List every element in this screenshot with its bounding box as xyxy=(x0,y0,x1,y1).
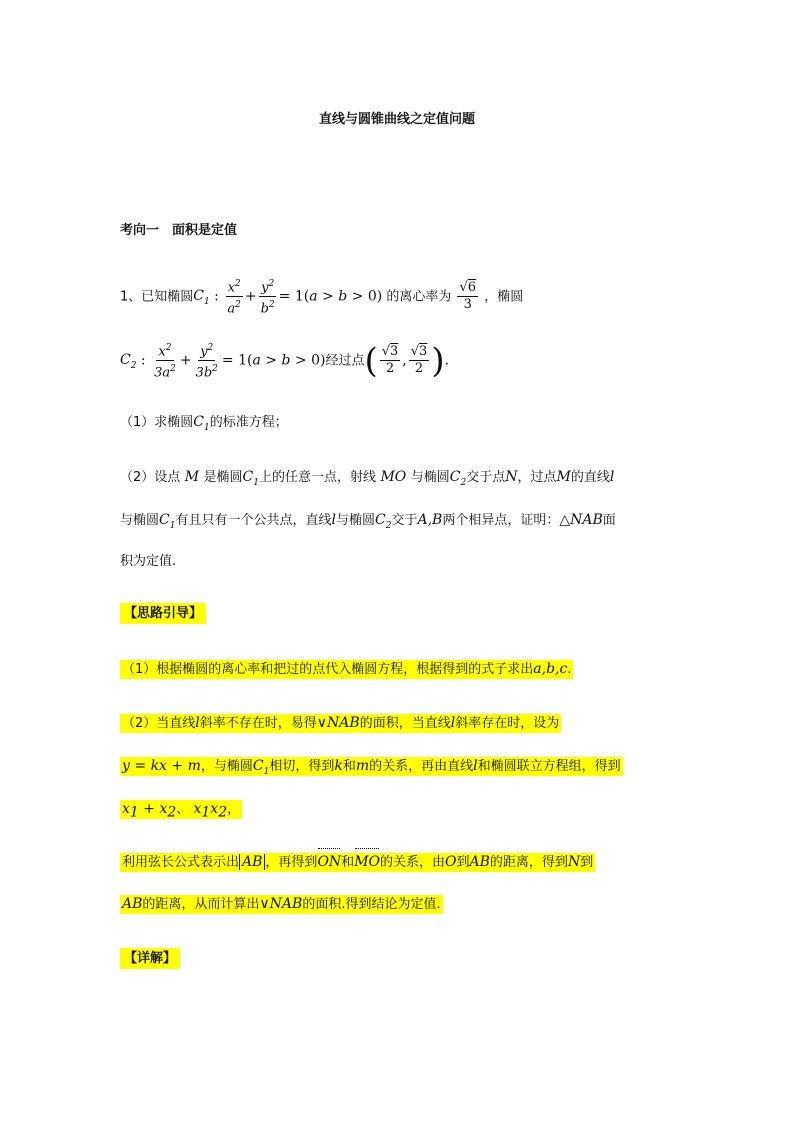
hint-line-6: AB的距离，从而计算出∨NAB的面积.得到结论为定值. xyxy=(122,896,441,912)
text: 经过点 xyxy=(325,353,365,369)
fraction: $\frac{y^2}{3b^2}$ xyxy=(194,340,220,382)
problem-line-2: $C_2$ : $\frac{x^2}{3a^2}$ + $\frac{y^2}{3b^2}$ = 1(a > b > 0)经过点( $\frac{√3}{2}$ , $\frac{√3}{2}$ ). xyxy=(120,340,450,381)
text: 与椭圆 xyxy=(410,470,450,485)
text: 的标准方程； xyxy=(209,415,288,430)
text: （1）求椭圆 xyxy=(120,415,194,430)
text: （2）当直线 xyxy=(122,716,196,731)
text: （1）根据椭圆的离心率和把过的点代入椭圆方程，根据得到的式子求出 xyxy=(122,662,534,677)
text: 是椭圆 xyxy=(203,470,243,485)
section-heading: 考向一 面积是定值 xyxy=(120,223,238,238)
hint-line-1: （1）根据椭圆的离心率和把过的点代入椭圆方程，根据得到的式子求出a,b,c. xyxy=(122,661,572,677)
text: 上的任意一点，射线 xyxy=(259,470,377,485)
fraction: $\frac{x^2}{3a^2}$ xyxy=(152,340,178,382)
text: 的关系，由 xyxy=(380,855,446,870)
text: ，与椭圆 xyxy=(200,759,253,774)
question-2-line-1: （2）设点 M 是椭圆$C_1$上的任意一点，射线 MO 与椭圆$C_2$交于点N，过点M的直线l xyxy=(120,469,615,488)
text: 的面积.得到结论为定值. xyxy=(302,897,441,912)
fraction: $\frac{y^2}{b^2}$ xyxy=(259,276,277,318)
text: ，再得到 xyxy=(265,855,318,870)
text: 与椭圆 xyxy=(335,513,375,528)
page-title: 直线与圆锥曲线之定值问题 xyxy=(318,112,475,127)
text: 的关系，再由直线 xyxy=(369,759,474,774)
fraction: $\frac{x^2}{a^2}$ xyxy=(225,276,243,318)
text: 面 xyxy=(602,513,616,528)
hint-tag: 【思路引导】 xyxy=(120,603,206,624)
text: 斜率不存在时，易得 xyxy=(199,716,317,731)
text: 斜率存在时，设为 xyxy=(455,716,560,731)
text: 交于点 xyxy=(466,470,506,485)
text: 的直线 xyxy=(570,470,610,485)
hint-line-3: y = kx + m，与椭圆$C_1$相切，得到k和m的关系，再由直线l和椭圆联立方程组，得到 xyxy=(122,758,621,777)
text: 到 xyxy=(456,855,470,870)
text: 利用弦长公式表示出 xyxy=(122,855,240,870)
detail-heading xyxy=(120,948,180,970)
question-2-line-3: 积为定值. xyxy=(120,554,177,569)
hint-heading xyxy=(120,603,206,625)
math: $C_1$ xyxy=(193,288,210,308)
question-1: （1）求椭圆$C_1$的标准方程； xyxy=(120,414,288,433)
text: . xyxy=(567,662,572,677)
problem-line-1: 1、已知椭圆$C_1$ : $\frac{x^2}{a^2}$ + $\frac{y^2}{b^2}$ = 1(a > b > 0) 的离心率为 $\frac{√6}{3}$ ，椭圆 xyxy=(120,276,523,318)
hint-line-4: $x_1 + x_2$、 $x_1x_2$， xyxy=(122,801,241,821)
text: 和 xyxy=(341,855,355,870)
text: 的面积，当直线 xyxy=(359,716,451,731)
text: 两个相异点，证明： xyxy=(442,513,560,528)
text: ，过点 xyxy=(517,470,557,485)
text: 的离心率为 xyxy=(386,289,452,305)
detail-tag: 【详解】 xyxy=(120,948,180,969)
text: 和椭圆联立方程组，得到 xyxy=(477,759,621,774)
text: 的距离，得到 xyxy=(489,855,568,870)
text: 到 xyxy=(580,855,594,870)
text: ， xyxy=(227,802,241,817)
text: 相切，得到 xyxy=(269,759,335,774)
text: ，椭圆 xyxy=(484,289,524,305)
text: 交于 xyxy=(391,513,418,528)
text: 、 xyxy=(176,802,190,817)
fraction: $\frac{√6}{3}$ xyxy=(459,280,477,313)
hint-line-2: （2）当直线l斜率不存在时，易得∨NAB的面积，当直线l斜率存在时，设为 xyxy=(122,715,560,731)
text: 有且只有一个公共点，直线 xyxy=(175,513,332,528)
question-2-line-2: 与椭圆$C_1$有且只有一个公共点，直线l与椭圆$C_2$交于A,B两个相异点，证明：△NAB面 xyxy=(120,512,616,531)
text: （2）设点 xyxy=(120,470,181,485)
text: 的距离，从而计算出 xyxy=(142,897,260,912)
text: 和 xyxy=(342,759,356,774)
text: 1、已知椭圆 xyxy=(120,289,194,305)
hint-line-5: 利用弦长公式表示出 AB ，再得到ON和MO的关系，由O到AB的距离，得到N到 xyxy=(120,851,595,874)
text: 与椭圆 xyxy=(120,513,160,528)
